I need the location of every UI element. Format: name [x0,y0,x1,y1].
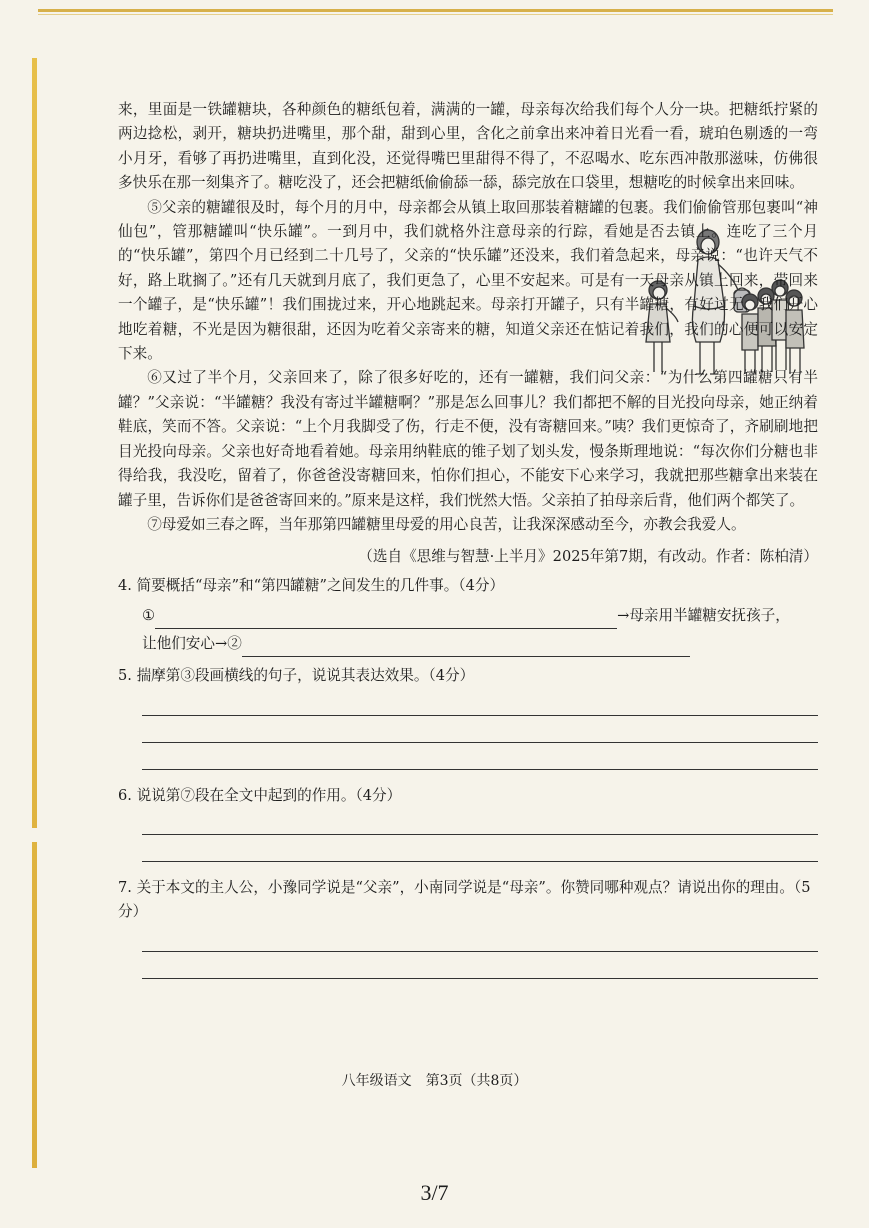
top-decorative-rule-thin [38,14,833,15]
question-7: 7. 关于本文的主人公，小豫同学说是“父亲”，小南同学说是“母亲”。你赞同哪种观点？请说出你的理由。（5分） [118,878,811,921]
q4-mark-1: ① [142,607,156,625]
question-6: 6. 说说第⑦段在全文中起到的作用。（4分） [118,786,402,804]
q4-blank-1[interactable] [155,610,617,629]
answer-line[interactable] [142,925,818,952]
q6-answer-area[interactable] [142,808,818,862]
question-5: 5. 揣摩第③段画横线的句子，说说其表达效果。（4分） [118,667,475,685]
paragraph-5 [118,196,818,367]
top-decorative-rule [38,9,833,12]
answer-line[interactable] [142,808,818,835]
answer-line[interactable] [142,835,818,862]
q4-blank-2[interactable] [242,638,690,657]
q4-middle-text: →母亲用半罐糖安抚孩子， [617,607,790,625]
article-source: （选自《思维与智慧·上半月》2025年第7期，有改动。作者：陈柏清） [358,548,818,566]
answer-line[interactable] [142,716,818,743]
q4-answer-row-1 [142,604,818,630]
paragraph-6: ⑥又过了半个月，父亲回来了，除了很多好吃的，还有一罐糖，我们问父亲：“为什么第四罐糖只有半罐？”父亲说：“半罐糖？我没有寄过半罐糖啊？”那是怎么回事儿？我们都把不解的目光投向母亲，她正纳着鞋底，笑而不答。父亲说：“上个月我脚受了伤，行走不便，没有寄糖回来。”咦？我们更惊奇了，齐刷刷地把目光投向母亲。父亲也好奇地看着她。母亲用纳鞋底的锥子划了划头发，慢条斯理地说：“每次你们分糖也非得给我，我没吃，留着了，你爸爸没寄糖回来，怕你们担心，不能安下心来学习，我就把那些糖拿出来装在罐子里，告诉你们是爸爸寄回来的。”原来是这样，我们恍然大悟。父亲拍了拍母亲后背，他们两个都笑了。 [118,369,818,509]
left-decorative-rule [32,58,37,1168]
q5-answer-area[interactable] [142,689,818,770]
answer-line[interactable] [142,952,818,979]
question-4: 4. 简要概括“母亲”和“第四罐糖”之间发生的几件事。（4分） [118,576,505,594]
answer-line[interactable] [142,689,818,716]
q4-answer-row-2 [142,632,818,658]
page-footer: 八年级语文 第3页（共8页） [341,1073,528,1089]
paragraph-continued: 来，里面是一铁罐糖块，各种颜色的糖纸包着，满满的一罐，母亲每次给我们每个人分一块。把糖纸拧紧的两边捻松，剥开，糖块扔进嘴里，那个甜，甜到心里，含化之前拿出来冲着日光看一看，琥珀色剔透的一弯小月牙，看够了再扔进嘴里，直到化没，还觉得嘴巴里甜得不得了，不忍喝水、吃东西冲散那滋味，仿佛很多快乐在那一刻集齐了。糖吃没了，还会把糖纸偷偷舔一舔，舔完放在口袋里，想糖吃的时候拿出来回味。 [118,101,818,192]
paragraph-7: ⑦母爱如三春之晖，当年那第四罐糖里母爱的用心良苦，让我深深感动至今，亦教会我爱人。 [147,515,746,533]
exam-page-body [118,98,818,979]
q7-answer-area[interactable] [142,925,818,979]
q4-line2-text: 让他们安心→② [142,635,242,653]
answer-line[interactable] [142,743,818,770]
page-counter: 3/7 [420,1180,449,1205]
paragraph-5-text: ⑤父亲的糖罐很及时，每个月的月中，母亲都会从镇上取回那装着糖罐的包裹。我们偷偷管那包裹叫“神仙包”，管那糖罐叫“快乐罐”。一到月中，我们就格外注意母亲的行踪，看她是否去镇上。连吃了三个月的“快乐罐”，第四个月已经到二十几号了，父亲的“快乐罐”还没来，我们着急起来，母亲说：“也许天气不好，路上耽搁了。”还有几天就到月底了，我们更急了，心里不安起来。可是有一天母亲从镇上回来，带回来一个罐子，是“快乐罐”！我们围拢过来，开心地跳起来。母亲打开罐子，只有半罐糖，有好过无，我们开心地吃着糖，不光是因为糖很甜，还因为吃着父亲寄来的糖，知道父亲还在惦记着我们，我们的心便可以安定下来。 [118,198,818,363]
